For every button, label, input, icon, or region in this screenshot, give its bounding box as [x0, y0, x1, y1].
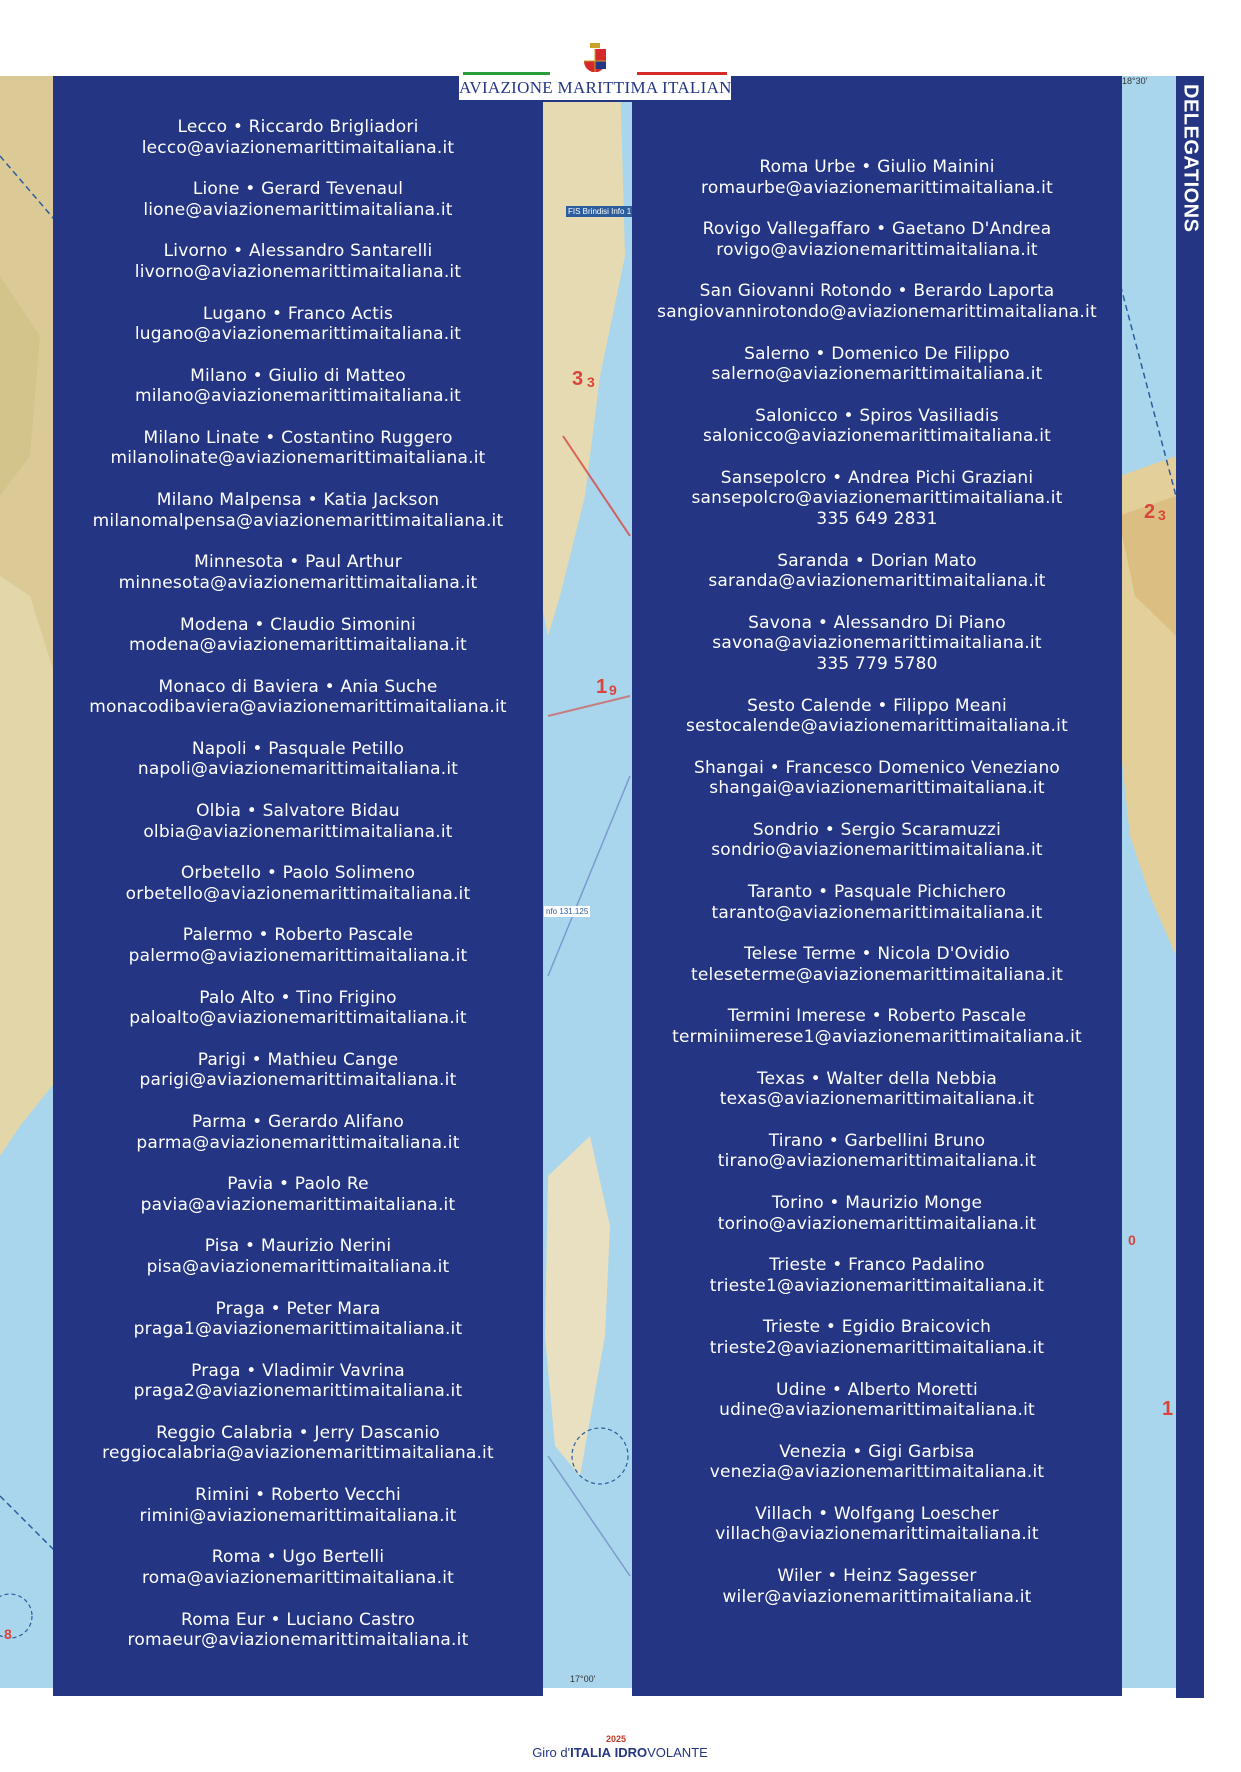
delegation-entry	[53, 863, 543, 904]
delegation-name: Rimini • Roberto Vecchi	[195, 1485, 401, 1506]
delegation-name: Salerno • Domenico De Filippo	[744, 343, 1010, 364]
delegation-email[interactable]: reggiocalabria@aviazionemarittimaitaliana.it	[102, 1443, 494, 1464]
map-label: 3	[587, 374, 595, 390]
delegation-entry	[53, 1423, 543, 1464]
delegation-email[interactable]: torino@aviazionemarittimaitaliana.it	[717, 1213, 1037, 1234]
delegation-email[interactable]: livorno@aviazionemarittimaitaliana.it	[134, 261, 462, 282]
delegation-name: Pisa • Maurizio Nerini	[204, 1236, 392, 1257]
delegation-name: Roma Eur • Luciano Castro	[180, 1609, 415, 1630]
map-label: 9	[609, 682, 617, 698]
delegation-name: Telese Terme • Nicola D'Ovidio	[744, 944, 1010, 965]
delegation-entry	[632, 344, 1122, 385]
logo-text: AVIAZIONE MARITTIMA ITALIANA	[459, 78, 745, 97]
delegation-entry	[632, 1380, 1122, 1421]
sidebar-title	[1176, 76, 1204, 306]
delegation-name: Torino • Maurizio Monge	[771, 1193, 983, 1213]
delegation-email[interactable]: pisa@aviazionemarittimaitaliana.it	[146, 1256, 450, 1277]
delegation-email[interactable]: rimini@aviazionemarittimaitaliana.it	[139, 1505, 457, 1526]
delegation-name: Milano • Giulio di Matteo	[190, 365, 406, 386]
delegation-name: Shangai • Francesco Domenico Veneziano	[693, 757, 1061, 778]
delegation-entry	[53, 677, 543, 718]
delegation-email[interactable]: roma@aviazionemarittimaitaliana.it	[141, 1567, 455, 1588]
delegations-list-left	[53, 117, 543, 1672]
delegation-entry	[632, 1504, 1122, 1545]
delegation-name: Palermo • Roberto Pascale	[182, 925, 414, 946]
delegation-entry	[632, 1006, 1122, 1047]
delegation-email[interactable]: monacodibaviera@aviazionemarittimaitaliana.it	[89, 697, 507, 718]
delegation-email[interactable]: romaeur@aviazionemarittimaitaliana.it	[127, 1630, 469, 1650]
map-label: 8	[4, 1626, 12, 1642]
delegation-name: Roma • Ugo Bertelli	[211, 1547, 385, 1568]
map-label: 18°30'	[1122, 76, 1148, 86]
delegation-name: Texas • Walter della Nebbia	[756, 1068, 998, 1089]
delegation-entry	[53, 552, 543, 593]
delegation-name: Lione • Gerard Tevenaul	[192, 179, 404, 200]
delegation-entry	[53, 179, 543, 220]
delegation-email[interactable]: orbetello@aviazionemarittimaitaliana.it	[125, 883, 471, 904]
delegation-email[interactable]: villach@aviazionemarittimaitaliana.it	[715, 1524, 1039, 1545]
delegation-entry	[53, 366, 543, 407]
delegation-name: Termini Imerese • Roberto Pascale	[727, 1006, 1027, 1027]
delegation-name: Sansepolcro • Andrea Pichi Graziani	[720, 467, 1034, 488]
delegation-entry	[53, 1112, 543, 1153]
delegation-phone[interactable]: 335 649 2831	[816, 508, 938, 529]
delegation-entry	[53, 490, 543, 531]
delegation-email[interactable]: teleseterme@aviazionemarittimaitaliana.it	[691, 964, 1063, 985]
delegation-entry	[632, 1255, 1122, 1296]
delegation-email[interactable]: lione@aviazionemarittimaitaliana.it	[143, 199, 453, 220]
delegation-entry	[53, 988, 543, 1029]
delegation-phone[interactable]: 335 779 5780	[816, 653, 938, 674]
crest-icon	[582, 43, 608, 73]
delegation-email[interactable]: texas@aviazionemarittimaitaliana.it	[719, 1089, 1035, 1110]
delegation-email[interactable]: modena@aviazionemarittimaitaliana.it	[129, 635, 467, 655]
delegation-entry	[632, 281, 1122, 322]
delegation-name: Reggio Calabria • Jerry Dascanio	[156, 1422, 440, 1443]
delegation-name: Orbetello • Paolo Solimeno	[180, 863, 416, 884]
delegation-name: Pavia • Paolo Re	[227, 1174, 369, 1195]
delegation-email[interactable]: wiler@aviazionemarittimaitaliana.it	[722, 1586, 1032, 1607]
delegation-entry	[632, 820, 1122, 861]
delegation-name: Parma • Gerardo Alifano	[192, 1112, 404, 1132]
delegation-name: Saranda • Dorian Mato	[777, 550, 977, 571]
delegation-email[interactable]: terminiimerese1@aviazionemarittimaitaliana.it	[672, 1026, 1082, 1047]
delegation-email[interactable]: salonicco@aviazionemarittimaitaliana.it	[702, 426, 1052, 447]
delegation-name: Wiler • Heinz Sagesser	[777, 1566, 977, 1587]
delegations-sidebar	[1176, 76, 1204, 1698]
delegation-entry	[632, 1193, 1122, 1234]
delegation-name: Roma Urbe • Giulio Mainini	[759, 157, 995, 177]
delegation-entry	[632, 944, 1122, 985]
delegation-entry	[632, 1317, 1122, 1358]
delegation-entry	[632, 219, 1122, 260]
delegation-email[interactable]: saranda@aviazionemarittimaitaliana.it	[708, 571, 1046, 592]
logo	[459, 40, 745, 100]
map-label: FIS Brindisi Info 1	[568, 207, 632, 216]
delegation-name: Udine • Alberto Moretti	[776, 1379, 978, 1400]
footer-brand	[520, 1734, 720, 1764]
delegation-entry	[632, 1131, 1122, 1172]
delegation-entry	[632, 1069, 1122, 1110]
delegation-name: Villach • Wolfgang Loescher	[755, 1503, 999, 1524]
delegation-entry	[632, 468, 1122, 530]
map-label: 3	[1158, 507, 1166, 523]
delegation-email[interactable]: udine@aviazionemarittimaitaliana.it	[719, 1400, 1035, 1421]
delegation-entry	[53, 925, 543, 966]
delegation-email[interactable]: parma@aviazionemarittimaitaliana.it	[136, 1132, 460, 1153]
delegation-name: Sondrio • Sergio Scaramuzzi	[752, 819, 1002, 840]
delegation-email[interactable]: sondrio@aviazionemarittimaitaliana.it	[711, 840, 1043, 861]
map-label: 3	[572, 368, 584, 390]
delegation-name: San Giovanni Rotondo • Berardo Laporta	[699, 281, 1055, 302]
delegation-entry	[53, 1610, 543, 1651]
delegation-name: Livorno • Alessandro Santarelli	[163, 241, 433, 262]
delegation-entry	[632, 882, 1122, 923]
delegation-email[interactable]: palermo@aviazionemarittimaitaliana.it	[128, 945, 468, 966]
footer-text-idro: IDRO	[614, 1745, 648, 1760]
delegation-entry	[632, 157, 1122, 198]
delegation-name: Napoli • Pasquale Petillo	[191, 738, 405, 759]
footer-year: 2025	[606, 1734, 627, 1744]
delegation-name: Trieste • Egidio Braicovich	[762, 1317, 992, 1338]
delegation-entry	[53, 615, 543, 656]
delegation-email[interactable]: praga2@aviazionemarittimaitaliana.it	[133, 1381, 463, 1402]
delegation-email[interactable]: sestocalende@aviazionemarittimaitaliana.it	[686, 716, 1068, 736]
map-label: 1	[1162, 1398, 1174, 1420]
delegation-name: Minnesota • Paul Arthur	[194, 552, 402, 573]
delegation-email[interactable]: minnesota@aviazionemarittimaitaliana.it	[118, 572, 478, 593]
delegation-email[interactable]: sansepolcro@aviazionemarittimaitaliana.it	[691, 488, 1063, 509]
delegation-name: Savona • Alessandro Di Piano	[748, 612, 1006, 633]
footer-text-volante: VOLANTE	[647, 1745, 708, 1760]
delegation-email[interactable]: venezia@aviazionemarittimaitaliana.it	[709, 1462, 1045, 1483]
delegation-email[interactable]: parigi@aviazionemarittimaitaliana.it	[139, 1070, 457, 1091]
delegation-email[interactable]: savona@aviazionemarittimaitaliana.it	[712, 633, 1042, 654]
delegation-entry	[632, 758, 1122, 799]
delegation-name: Praga • Vladimir Vavrina	[191, 1360, 405, 1381]
delegation-name: Parigi • Mathieu Cange	[197, 1049, 399, 1070]
map-label: nfo 131.125	[546, 907, 589, 916]
delegation-email[interactable]: shangai@aviazionemarittimaitaliana.it	[709, 778, 1045, 799]
delegation-name: Praga • Peter Mara	[215, 1298, 381, 1319]
delegation-name: Tirano • Garbellini Bruno	[768, 1130, 986, 1151]
delegation-entry	[632, 613, 1122, 675]
logo-banner	[459, 72, 745, 102]
delegation-email[interactable]: trieste2@aviazionemarittimaitaliana.it	[709, 1337, 1045, 1358]
delegation-email[interactable]: lugano@aviazionemarittimaitaliana.it	[134, 324, 462, 345]
delegation-entry	[53, 241, 543, 282]
delegation-email[interactable]: pavia@aviazionemarittimaitaliana.it	[140, 1194, 456, 1215]
map-label: 17°00'	[570, 1674, 596, 1684]
delegation-email[interactable]: sangiovannirotondo@aviazionemarittimaitaliana.it	[657, 301, 1097, 322]
delegation-entry	[53, 1050, 543, 1091]
delegation-entry	[53, 1547, 543, 1588]
delegation-entry	[53, 428, 543, 469]
delegation-entry	[53, 304, 543, 345]
delegation-entry	[53, 1361, 543, 1402]
delegation-name: Monaco di Baviera • Ania Suche	[158, 676, 438, 697]
tricolor-stripe	[463, 72, 727, 75]
delegation-entry	[632, 551, 1122, 592]
delegation-name: Milano Malpensa • Katia Jackson	[156, 490, 440, 511]
delegation-name: Sesto Calende • Filippo Meani	[747, 695, 1007, 716]
delegation-email[interactable]: praga1@aviazionemarittimaitaliana.it	[133, 1319, 463, 1340]
delegation-email[interactable]: trieste1@aviazionemarittimaitaliana.it	[709, 1275, 1045, 1296]
delegation-email[interactable]: romaurbe@aviazionemarittimaitaliana.it	[701, 177, 1053, 198]
delegation-entry	[53, 1485, 543, 1526]
map-label: 1	[596, 676, 608, 698]
delegation-name: Lecco • Riccardo Brigliadori	[177, 117, 419, 137]
footer-event-name	[520, 1745, 720, 1760]
delegation-entry	[53, 1236, 543, 1277]
delegation-entry	[53, 1299, 543, 1340]
delegation-name: Palo Alto • Tino Frigino	[199, 987, 397, 1008]
delegation-name: Taranto • Pasquale Pichichero	[747, 882, 1007, 903]
delegation-entry	[53, 117, 543, 158]
delegation-email[interactable]: lecco@aviazionemarittimaitaliana.it	[141, 137, 455, 158]
delegation-email[interactable]: olbia@aviazionemarittimaitaliana.it	[143, 821, 453, 842]
delegation-name: Modena • Claudio Simonini	[180, 614, 416, 635]
sidebar-title-text: DELEGATIONS	[1179, 84, 1202, 233]
map-label: 0	[1128, 1232, 1136, 1248]
delegation-entry	[632, 1566, 1122, 1607]
delegation-entry	[632, 1442, 1122, 1483]
delegation-email[interactable]: milanomalpensa@aviazionemarittimaitaliana.it	[92, 510, 504, 531]
delegation-entry	[53, 1174, 543, 1215]
delegation-name: Trieste • Franco Padalino	[769, 1255, 985, 1276]
footer-text-italia: ITALIA	[570, 1745, 611, 1760]
delegation-email[interactable]: paloalto@aviazionemarittimaitaliana.it	[129, 1008, 467, 1029]
delegation-name: Venezia • Gigi Garbisa	[779, 1441, 975, 1462]
delegation-name: Olbia • Salvatore Bidau	[196, 801, 400, 822]
delegation-email[interactable]: milano@aviazionemarittimaitaliana.it	[134, 386, 462, 407]
delegation-entry	[53, 801, 543, 842]
delegation-entry	[632, 406, 1122, 447]
delegations-list-right	[632, 157, 1122, 1628]
delegation-email[interactable]: taranto@aviazionemarittimaitaliana.it	[711, 902, 1043, 923]
footer-text-pre: Giro d'	[532, 1745, 571, 1760]
delegation-entry	[53, 739, 543, 780]
delegation-name: Rovigo Vallegaffaro • Gaetano D'Andrea	[702, 219, 1052, 240]
delegation-email[interactable]: tirano@aviazionemarittimaitaliana.it	[717, 1151, 1037, 1172]
delegation-name: Lugano • Franco Actis	[202, 303, 394, 324]
delegation-email[interactable]: rovigo@aviazionemarittimaitaliana.it	[716, 239, 1038, 260]
delegation-email[interactable]: milanolinate@aviazionemarittimaitaliana.it	[110, 448, 486, 469]
map-label: 2	[1144, 501, 1156, 523]
delegation-email[interactable]: napoli@aviazionemarittimaitaliana.it	[137, 759, 459, 780]
delegation-name: Milano Linate • Costantino Ruggero	[143, 427, 453, 448]
delegation-entry	[632, 696, 1122, 737]
delegation-name: Salonicco • Spiros Vasiliadis	[755, 405, 999, 426]
delegation-email[interactable]: salerno@aviazionemarittimaitaliana.it	[711, 364, 1043, 385]
